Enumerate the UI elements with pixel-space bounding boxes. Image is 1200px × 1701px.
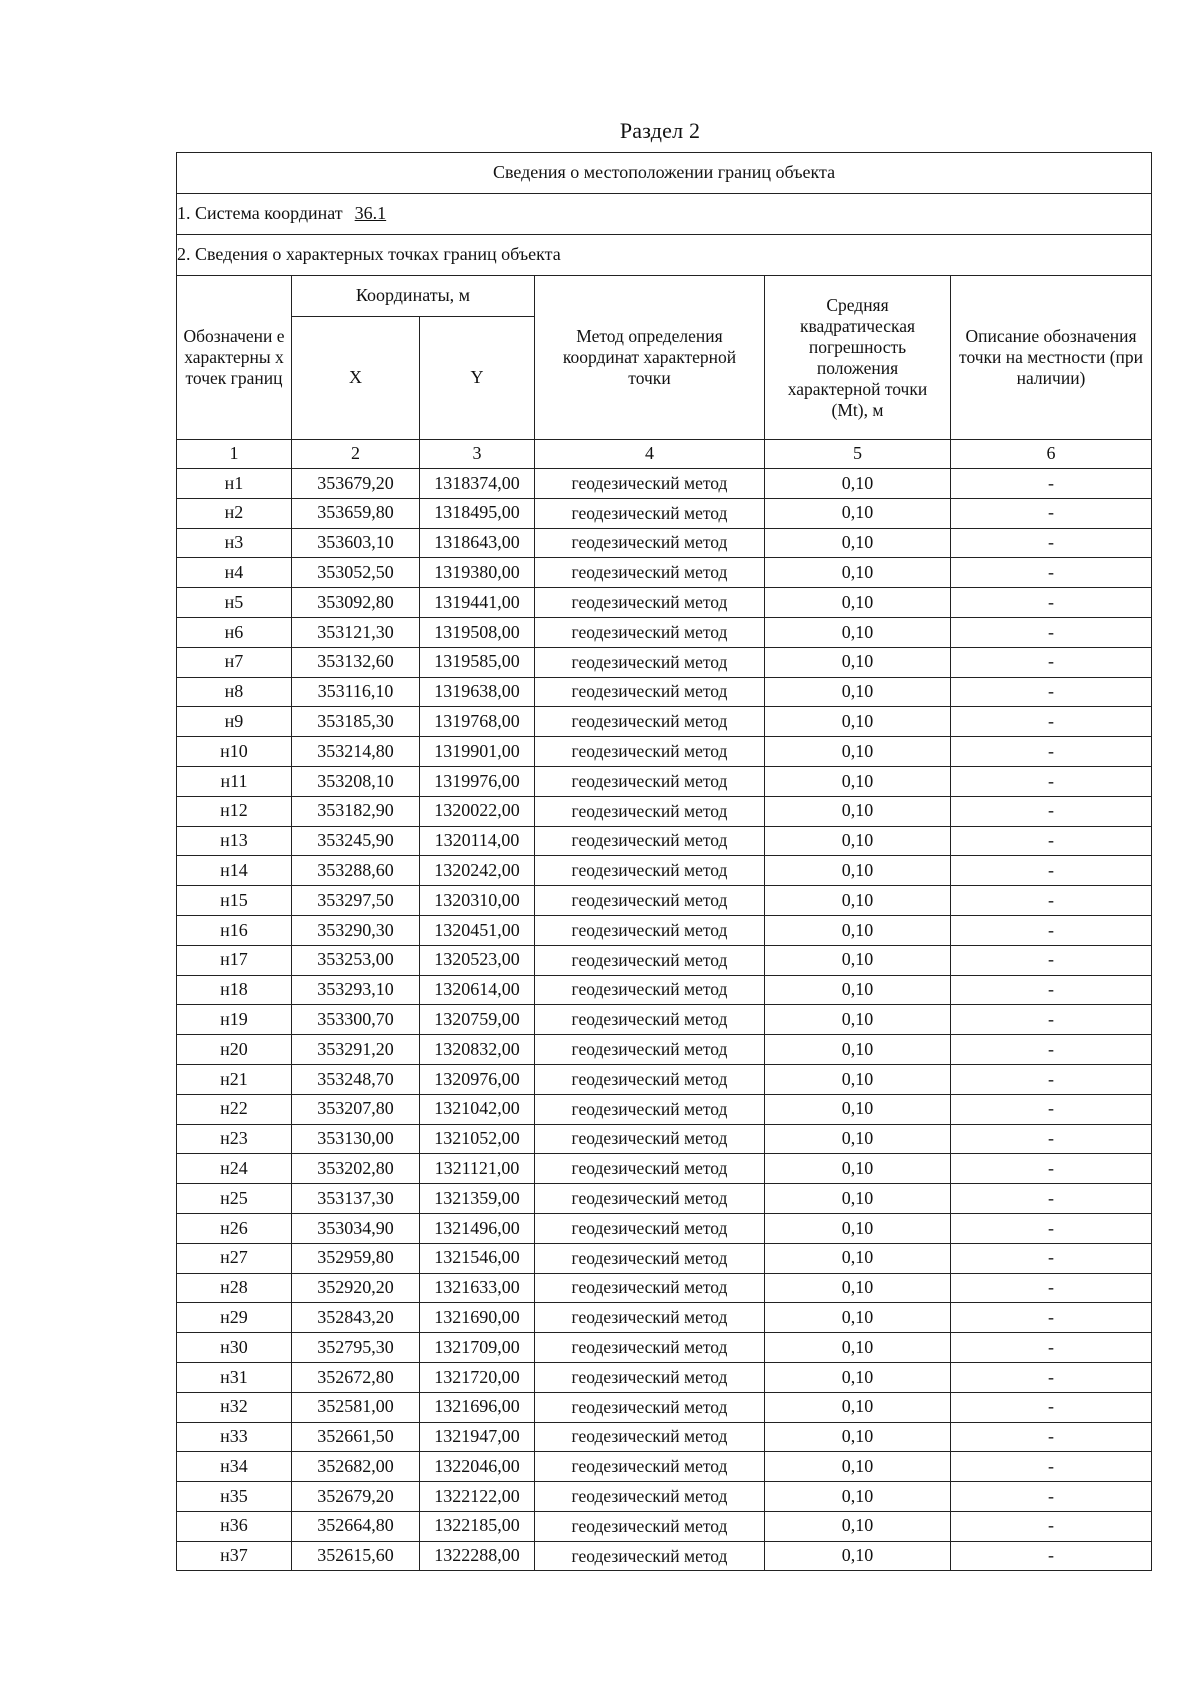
accuracy-mt: 0,10 <box>765 1184 951 1214</box>
table-row <box>177 617 1152 647</box>
method: геодезический метод <box>535 886 765 916</box>
y-coordinate: 1320114,00 <box>420 826 535 856</box>
table-row <box>177 1243 1152 1273</box>
accuracy-mt: 0,10 <box>765 707 951 737</box>
table-row <box>177 1362 1152 1392</box>
x-coordinate: 352920,20 <box>292 1273 420 1303</box>
accuracy-mt: 0,10 <box>765 1362 951 1392</box>
accuracy-mt: 0,10 <box>765 886 951 916</box>
table-body <box>177 469 1152 1571</box>
y-coordinate: 1320022,00 <box>420 796 535 826</box>
y-coordinate: 1319508,00 <box>420 617 535 647</box>
column-number: 5 <box>765 440 951 469</box>
table-row <box>177 1392 1152 1422</box>
header-x: X <box>292 317 420 440</box>
x-coordinate: 352661,50 <box>292 1422 420 1452</box>
column-number: 3 <box>420 440 535 469</box>
description: - <box>951 1392 1152 1422</box>
method: геодезический метод <box>535 1243 765 1273</box>
description: - <box>951 1482 1152 1512</box>
column-number-row <box>177 440 1152 469</box>
accuracy-mt: 0,10 <box>765 1064 951 1094</box>
y-coordinate: 1320523,00 <box>420 945 535 975</box>
method: геодезический метод <box>535 469 765 499</box>
y-coordinate: 1322185,00 <box>420 1511 535 1541</box>
method: геодезический метод <box>535 1064 765 1094</box>
point-id: н14 <box>177 856 292 886</box>
point-id: н27 <box>177 1243 292 1273</box>
method: геодезический метод <box>535 1154 765 1184</box>
table-row <box>177 737 1152 767</box>
table-row <box>177 1482 1152 1512</box>
accuracy-mt: 0,10 <box>765 1541 951 1571</box>
description: - <box>951 1303 1152 1333</box>
point-id: н13 <box>177 826 292 856</box>
accuracy-mt: 0,10 <box>765 1392 951 1422</box>
description: - <box>951 1213 1152 1243</box>
table-row <box>177 588 1152 618</box>
table-row <box>177 766 1152 796</box>
y-coordinate: 1320242,00 <box>420 856 535 886</box>
description: - <box>951 1035 1152 1065</box>
x-coordinate: 353092,80 <box>292 588 420 618</box>
accuracy-mt: 0,10 <box>765 766 951 796</box>
description: - <box>951 1005 1152 1035</box>
y-coordinate: 1319638,00 <box>420 677 535 707</box>
y-coordinate: 1321496,00 <box>420 1213 535 1243</box>
point-id: н24 <box>177 1154 292 1184</box>
point-id: н3 <box>177 528 292 558</box>
table-row <box>177 826 1152 856</box>
point-id: н12 <box>177 796 292 826</box>
y-coordinate: 1320759,00 <box>420 1005 535 1035</box>
method: геодезический метод <box>535 856 765 886</box>
point-id: н34 <box>177 1452 292 1482</box>
table-row <box>177 1333 1152 1363</box>
header-description: Описание обозначения точки на местности (при наличии) <box>951 276 1152 440</box>
point-id: н9 <box>177 707 292 737</box>
x-coordinate: 353297,50 <box>292 886 420 916</box>
x-coordinate: 353214,80 <box>292 737 420 767</box>
point-id: н19 <box>177 1005 292 1035</box>
accuracy-mt: 0,10 <box>765 1273 951 1303</box>
accuracy-mt: 0,10 <box>765 1094 951 1124</box>
description: - <box>951 915 1152 945</box>
table-row <box>177 469 1152 499</box>
table-row <box>177 1005 1152 1035</box>
point-id: н11 <box>177 766 292 796</box>
table-row <box>177 1124 1152 1154</box>
table-row <box>177 796 1152 826</box>
description: - <box>951 737 1152 767</box>
point-id: н6 <box>177 617 292 647</box>
method: геодезический метод <box>535 558 765 588</box>
x-coordinate: 353603,10 <box>292 528 420 558</box>
y-coordinate: 1320310,00 <box>420 886 535 916</box>
y-coordinate: 1321042,00 <box>420 1094 535 1124</box>
x-coordinate: 352843,20 <box>292 1303 420 1333</box>
column-number: 1 <box>177 440 292 469</box>
x-coordinate: 353116,10 <box>292 677 420 707</box>
header-accuracy: Средняя квадратическая погрешность положения характерной точки (Mt), м <box>765 276 951 440</box>
description: - <box>951 1094 1152 1124</box>
y-coordinate: 1321633,00 <box>420 1273 535 1303</box>
x-coordinate: 352679,20 <box>292 1482 420 1512</box>
description: - <box>951 1064 1152 1094</box>
table-row <box>177 1154 1152 1184</box>
point-id: н20 <box>177 1035 292 1065</box>
accuracy-mt: 0,10 <box>765 469 951 499</box>
y-coordinate: 1319380,00 <box>420 558 535 588</box>
point-id: н29 <box>177 1303 292 1333</box>
x-coordinate: 353248,70 <box>292 1064 420 1094</box>
accuracy-mt: 0,10 <box>765 1124 951 1154</box>
boundary-points-table <box>176 152 1152 1571</box>
description: - <box>951 528 1152 558</box>
column-number: 4 <box>535 440 765 469</box>
method: геодезический метод <box>535 617 765 647</box>
description: - <box>951 1154 1152 1184</box>
header-row-top <box>177 276 1152 317</box>
point-id: н16 <box>177 915 292 945</box>
y-coordinate: 1321947,00 <box>420 1422 535 1452</box>
x-coordinate: 353300,70 <box>292 1005 420 1035</box>
method: геодезический метод <box>535 915 765 945</box>
header-designation: Обозначени е характерны х точек границ <box>177 276 292 440</box>
points-heading-row <box>177 235 1152 276</box>
coord-system-cell <box>177 194 1152 235</box>
accuracy-mt: 0,10 <box>765 617 951 647</box>
accuracy-mt: 0,10 <box>765 796 951 826</box>
method: геодезический метод <box>535 1392 765 1422</box>
accuracy-mt: 0,10 <box>765 1511 951 1541</box>
description: - <box>951 1511 1152 1541</box>
y-coordinate: 1321546,00 <box>420 1243 535 1273</box>
point-id: н26 <box>177 1213 292 1243</box>
method: геодезический метод <box>535 1511 765 1541</box>
description: - <box>951 1362 1152 1392</box>
point-id: н17 <box>177 945 292 975</box>
description: - <box>951 886 1152 916</box>
x-coordinate: 353207,80 <box>292 1094 420 1124</box>
accuracy-mt: 0,10 <box>765 1035 951 1065</box>
method: геодезический метод <box>535 766 765 796</box>
accuracy-mt: 0,10 <box>765 528 951 558</box>
point-id: н22 <box>177 1094 292 1124</box>
method: геодезический метод <box>535 1422 765 1452</box>
accuracy-mt: 0,10 <box>765 975 951 1005</box>
method: геодезический метод <box>535 1005 765 1035</box>
accuracy-mt: 0,10 <box>765 1213 951 1243</box>
y-coordinate: 1320451,00 <box>420 915 535 945</box>
y-coordinate: 1320832,00 <box>420 1035 535 1065</box>
accuracy-mt: 0,10 <box>765 856 951 886</box>
point-id: н36 <box>177 1511 292 1541</box>
table-title: Сведения о местоположении границ объекта <box>177 153 1152 194</box>
accuracy-mt: 0,10 <box>765 558 951 588</box>
description: - <box>951 1333 1152 1363</box>
method: геодезический метод <box>535 647 765 677</box>
header-y: Y <box>420 317 535 440</box>
description: - <box>951 766 1152 796</box>
description: - <box>951 558 1152 588</box>
accuracy-mt: 0,10 <box>765 1333 951 1363</box>
y-coordinate: 1321696,00 <box>420 1392 535 1422</box>
table-row <box>177 856 1152 886</box>
method: геодезический метод <box>535 826 765 856</box>
accuracy-mt: 0,10 <box>765 1303 951 1333</box>
x-coordinate: 353288,60 <box>292 856 420 886</box>
x-coordinate: 353293,10 <box>292 975 420 1005</box>
description: - <box>951 677 1152 707</box>
point-id: н18 <box>177 975 292 1005</box>
y-coordinate: 1319585,00 <box>420 647 535 677</box>
description: - <box>951 1422 1152 1452</box>
x-coordinate: 353679,20 <box>292 469 420 499</box>
description: - <box>951 1124 1152 1154</box>
header-coordinates: Координаты, м <box>292 276 535 317</box>
accuracy-mt: 0,10 <box>765 737 951 767</box>
table-row <box>177 1273 1152 1303</box>
table-row <box>177 945 1152 975</box>
table-row <box>177 1452 1152 1482</box>
point-id: н5 <box>177 588 292 618</box>
x-coordinate: 352664,80 <box>292 1511 420 1541</box>
x-coordinate: 353034,90 <box>292 1213 420 1243</box>
method: геодезический метод <box>535 737 765 767</box>
point-id: н28 <box>177 1273 292 1303</box>
y-coordinate: 1321052,00 <box>420 1124 535 1154</box>
section-title: Раздел 2 <box>619 118 701 143</box>
method: геодезический метод <box>535 498 765 528</box>
description: - <box>951 617 1152 647</box>
method: геодезический метод <box>535 1482 765 1512</box>
point-id: н23 <box>177 1124 292 1154</box>
description: - <box>951 1452 1152 1482</box>
description: - <box>951 707 1152 737</box>
method: геодезический метод <box>535 796 765 826</box>
table-row <box>177 1094 1152 1124</box>
method: геодезический метод <box>535 1452 765 1482</box>
method: геодезический метод <box>535 1213 765 1243</box>
table-row <box>177 647 1152 677</box>
point-id: н31 <box>177 1362 292 1392</box>
accuracy-mt: 0,10 <box>765 1154 951 1184</box>
y-coordinate: 1318495,00 <box>420 498 535 528</box>
x-coordinate: 353208,10 <box>292 766 420 796</box>
y-coordinate: 1322122,00 <box>420 1482 535 1512</box>
accuracy-mt: 0,10 <box>765 945 951 975</box>
points-heading: 2. Сведения о характерных точках границ объекта <box>177 235 1152 276</box>
description: - <box>951 796 1152 826</box>
description: - <box>951 469 1152 499</box>
description: - <box>951 498 1152 528</box>
y-coordinate: 1321709,00 <box>420 1333 535 1363</box>
accuracy-mt: 0,10 <box>765 1005 951 1035</box>
point-id: н30 <box>177 1333 292 1363</box>
x-coordinate: 353290,30 <box>292 915 420 945</box>
table-row <box>177 1303 1152 1333</box>
x-coordinate: 353659,80 <box>292 498 420 528</box>
y-coordinate: 1319901,00 <box>420 737 535 767</box>
accuracy-mt: 0,10 <box>765 498 951 528</box>
description: - <box>951 1541 1152 1571</box>
coord-system-row <box>177 194 1152 235</box>
accuracy-mt: 0,10 <box>765 826 951 856</box>
accuracy-mt: 0,10 <box>765 915 951 945</box>
table-row <box>177 886 1152 916</box>
table-row <box>177 1184 1152 1214</box>
x-coordinate: 352959,80 <box>292 1243 420 1273</box>
description: - <box>951 1184 1152 1214</box>
description: - <box>951 856 1152 886</box>
table-row <box>177 915 1152 945</box>
y-coordinate: 1318643,00 <box>420 528 535 558</box>
table-row <box>177 1541 1152 1571</box>
method: геодезический метод <box>535 1124 765 1154</box>
x-coordinate: 353253,00 <box>292 945 420 975</box>
table-row <box>177 1422 1152 1452</box>
point-id: н21 <box>177 1064 292 1094</box>
method: геодезический метод <box>535 707 765 737</box>
y-coordinate: 1321720,00 <box>420 1362 535 1392</box>
y-coordinate: 1321690,00 <box>420 1303 535 1333</box>
point-id: н37 <box>177 1541 292 1571</box>
table-row <box>177 1064 1152 1094</box>
column-number: 6 <box>951 440 1152 469</box>
point-id: н7 <box>177 647 292 677</box>
x-coordinate: 353202,80 <box>292 1154 420 1184</box>
x-coordinate: 353132,60 <box>292 647 420 677</box>
description: - <box>951 588 1152 618</box>
x-coordinate: 353052,50 <box>292 558 420 588</box>
x-coordinate: 352615,60 <box>292 1541 420 1571</box>
coord-system-label: 1. Система координат <box>177 203 343 224</box>
point-id: н25 <box>177 1184 292 1214</box>
point-id: н2 <box>177 498 292 528</box>
method: геодезический метод <box>535 1541 765 1571</box>
method: геодезический метод <box>535 677 765 707</box>
table-row <box>177 677 1152 707</box>
y-coordinate: 1320614,00 <box>420 975 535 1005</box>
x-coordinate: 353137,30 <box>292 1184 420 1214</box>
table-row <box>177 707 1152 737</box>
description: - <box>951 1243 1152 1273</box>
description: - <box>951 945 1152 975</box>
x-coordinate: 353182,90 <box>292 796 420 826</box>
y-coordinate: 1322046,00 <box>420 1452 535 1482</box>
point-id: н15 <box>177 886 292 916</box>
method: геодезический метод <box>535 1094 765 1124</box>
y-coordinate: 1320976,00 <box>420 1064 535 1094</box>
point-id: н8 <box>177 677 292 707</box>
x-coordinate: 353291,20 <box>292 1035 420 1065</box>
description: - <box>951 975 1152 1005</box>
method: геодезический метод <box>535 1333 765 1363</box>
table-row <box>177 528 1152 558</box>
point-id: н33 <box>177 1422 292 1452</box>
y-coordinate: 1322288,00 <box>420 1541 535 1571</box>
y-coordinate: 1319441,00 <box>420 588 535 618</box>
description: - <box>951 826 1152 856</box>
point-id: н4 <box>177 558 292 588</box>
y-coordinate: 1318374,00 <box>420 469 535 499</box>
accuracy-mt: 0,10 <box>765 647 951 677</box>
method: геодезический метод <box>535 1273 765 1303</box>
coord-system-value: 36.1 <box>354 203 387 224</box>
method: геодезический метод <box>535 975 765 1005</box>
table-row <box>177 1213 1152 1243</box>
method: геодезический метод <box>535 945 765 975</box>
table-row <box>177 558 1152 588</box>
x-coordinate: 352682,00 <box>292 1452 420 1482</box>
y-coordinate: 1321359,00 <box>420 1184 535 1214</box>
accuracy-mt: 0,10 <box>765 1243 951 1273</box>
accuracy-mt: 0,10 <box>765 588 951 618</box>
method: геодезический метод <box>535 1303 765 1333</box>
column-number: 2 <box>292 440 420 469</box>
method: геодезический метод <box>535 1184 765 1214</box>
x-coordinate: 353121,30 <box>292 617 420 647</box>
point-id: н35 <box>177 1482 292 1512</box>
accuracy-mt: 0,10 <box>765 1482 951 1512</box>
y-coordinate: 1321121,00 <box>420 1154 535 1184</box>
x-coordinate: 352672,80 <box>292 1362 420 1392</box>
header-method: Метод определения координат характерной точки <box>535 276 765 440</box>
method: геодезический метод <box>535 528 765 558</box>
method: геодезический метод <box>535 1362 765 1392</box>
method: геодезический метод <box>535 1035 765 1065</box>
point-id: н10 <box>177 737 292 767</box>
description: - <box>951 647 1152 677</box>
accuracy-mt: 0,10 <box>765 1452 951 1482</box>
point-id: н32 <box>177 1392 292 1422</box>
description: - <box>951 1273 1152 1303</box>
x-coordinate: 353245,90 <box>292 826 420 856</box>
x-coordinate: 353130,00 <box>292 1124 420 1154</box>
y-coordinate: 1319976,00 <box>420 766 535 796</box>
table-row <box>177 975 1152 1005</box>
x-coordinate: 353185,30 <box>292 707 420 737</box>
accuracy-mt: 0,10 <box>765 1422 951 1452</box>
point-id: н1 <box>177 469 292 499</box>
y-coordinate: 1319768,00 <box>420 707 535 737</box>
table-row <box>177 1035 1152 1065</box>
x-coordinate: 352581,00 <box>292 1392 420 1422</box>
table-row <box>177 1511 1152 1541</box>
table-row <box>177 498 1152 528</box>
table-title-row <box>177 153 1152 194</box>
accuracy-mt: 0,10 <box>765 677 951 707</box>
x-coordinate: 352795,30 <box>292 1333 420 1363</box>
method: геодезический метод <box>535 588 765 618</box>
